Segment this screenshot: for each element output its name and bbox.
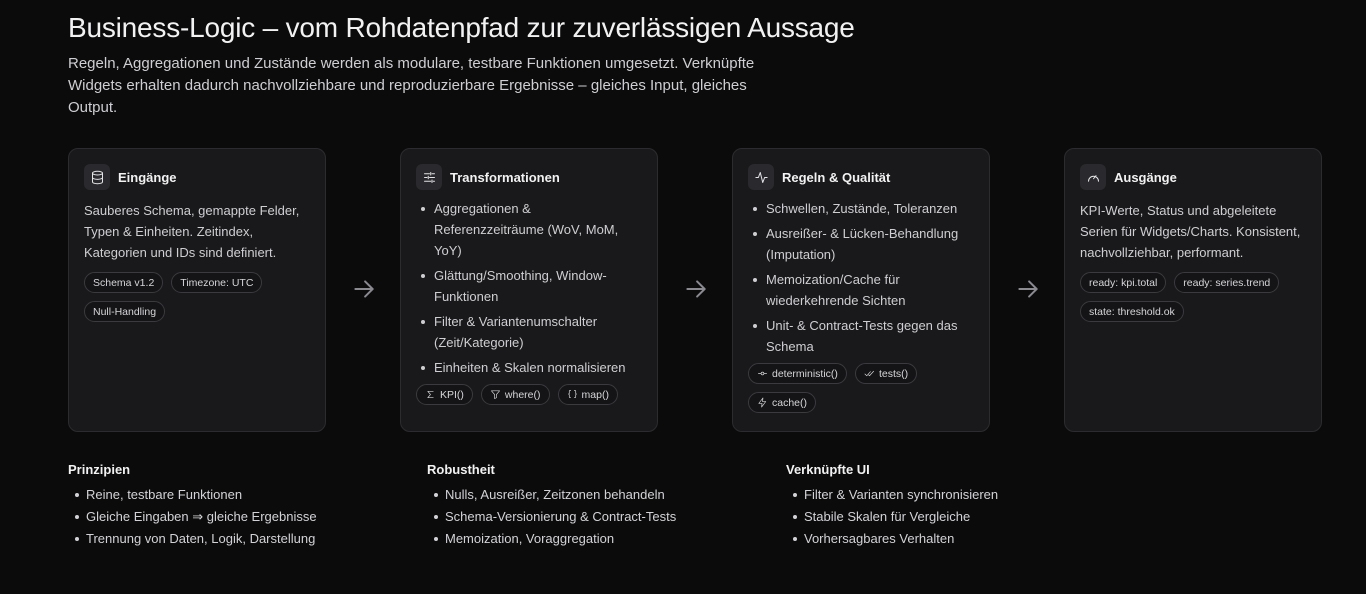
sliders-icon [416, 164, 442, 190]
list-item: Vorhersagbares Verhalten [786, 528, 998, 550]
card-rules-quality [732, 148, 990, 432]
commit-icon [757, 368, 768, 379]
list-item: Schwellen, Zustände, Toleranzen [748, 198, 974, 219]
chip-threshold-ok: state: threshold.ok [1080, 301, 1184, 322]
chip-map: map() [558, 384, 618, 405]
card-title: Regeln & Qualität [782, 169, 891, 185]
list-item: Filter & Varianten synchronisieren [786, 484, 998, 506]
arrow-right-icon [351, 276, 377, 302]
chip-group [1080, 272, 1306, 322]
list-item: Reine, testbare Funktionen [68, 484, 317, 506]
chip-group [416, 384, 642, 405]
chip-group [84, 272, 310, 322]
chip-series-trend: ready: series.trend [1174, 272, 1279, 293]
list-item: Trennung von Daten, Logik, Darstellung [68, 528, 317, 550]
column-title: Prinzipien [68, 462, 131, 477]
list-item: Unit- & Contract-Tests gegen das Schema [748, 315, 974, 357]
chip-where: where() [481, 384, 550, 405]
arrow-right-icon [1015, 276, 1041, 302]
filter-icon [490, 389, 501, 400]
card-body: KPI-Werte, Status und abgeleitete Serien für Widgets/Charts. Konsistent, nachvollziehbar, performant. [1080, 203, 1301, 260]
card-outputs [1064, 148, 1322, 432]
gauge-icon [1080, 164, 1106, 190]
chip-timezone: Timezone: UTC [171, 272, 262, 293]
card-title: Eingänge [118, 169, 177, 185]
column-linked-ui [786, 462, 998, 550]
card-body: Sauberes Schema, gemappte Felder, Typen & Einheiten. Zeitindex, Kategorien und IDs sind definiert. [84, 203, 300, 260]
list-item: Stabile Skalen für Vergleiche [786, 506, 998, 528]
column-title: Robustheit [427, 462, 495, 477]
chip-deterministic: deterministic() [748, 363, 847, 384]
card-list [416, 198, 642, 378]
chip-kpi: KPI() [416, 384, 473, 405]
list-item: Memoization/Cache für wiederkehrende Sichten [748, 269, 974, 311]
page-title: Business-Logic – vom Rohdatenpfad zur zuverlässigen Aussage [68, 12, 855, 43]
page-subtitle: Regeln, Aggregationen und Zustände werden als modulare, testbare Funktionen umgesetzt. Verknüpfte Widgets erhalten dadurch nachvollziehbare und reproduzierbare Ergebnisse – gleiches Input, gleiches Output. [68, 55, 755, 116]
chip-schema: Schema v1.2 [84, 272, 163, 293]
pipeline-cards [68, 148, 1328, 432]
card-inputs [68, 148, 326, 432]
list-item: Nulls, Ausreißer, Zeitzonen behandeln [427, 484, 676, 506]
braces-icon [567, 389, 578, 400]
card-transformations [400, 148, 658, 432]
chip-tests: tests() [855, 363, 917, 384]
activity-icon [748, 164, 774, 190]
card-title: Ausgänge [1114, 169, 1177, 185]
list-item: Filter & Variantenumschalter (Zeit/Kategorie) [416, 311, 642, 353]
list-item: Einheiten & Skalen normalisieren [416, 357, 642, 378]
column-robustness [427, 462, 676, 550]
list-item: Glättung/Smoothing, Window-Funktionen [416, 265, 642, 307]
column-principles [68, 462, 317, 550]
zap-icon [757, 397, 768, 408]
chip-null-handling: Null-Handling [84, 301, 165, 322]
list-item: Ausreißer- & Lücken-Behandlung (Imputation) [748, 223, 974, 265]
sigma-icon [425, 389, 436, 400]
column-title: Verknüpfte UI [786, 462, 870, 477]
arrow-right-icon [683, 276, 709, 302]
card-list [748, 198, 974, 357]
chip-group [748, 363, 974, 413]
page [68, 0, 1328, 594]
list-item: Gleiche Eingaben ⇒ gleiche Ergebnisse [68, 506, 317, 528]
chip-cache: cache() [748, 392, 816, 413]
card-title: Transformationen [450, 169, 560, 185]
chip-kpi-total: ready: kpi.total [1080, 272, 1166, 293]
database-icon [84, 164, 110, 190]
list-item: Schema-Versionierung & Contract-Tests [427, 506, 676, 528]
check-check-icon [864, 368, 875, 379]
list-item: Memoization, Voraggregation [427, 528, 676, 550]
list-item: Aggregationen & Referenzzeiträume (WoV, MoM, YoY) [416, 198, 642, 261]
